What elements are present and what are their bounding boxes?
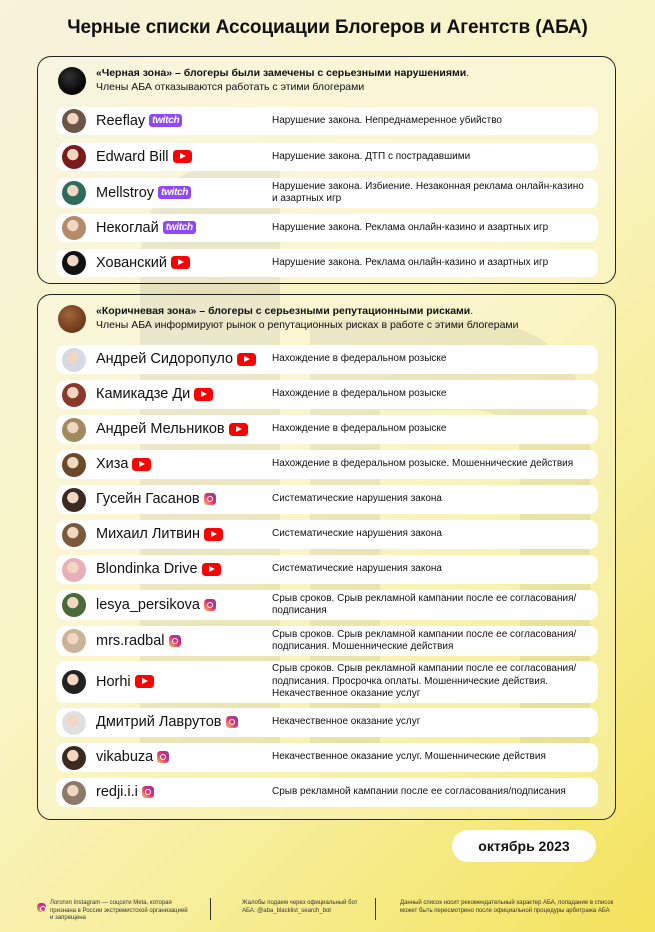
avatar — [62, 453, 86, 477]
blogger-name: redji.i.i — [96, 784, 138, 800]
instagram-icon — [169, 635, 181, 647]
page-title: Черные списки Ассоциации Блогеров и Агентств (АБА) — [67, 17, 588, 38]
footer-divider — [375, 898, 376, 920]
violation-reason: Нахождение в федеральном розыске — [272, 353, 447, 365]
avatar — [62, 109, 86, 133]
youtube-icon — [194, 388, 213, 401]
blogger-row — [56, 626, 598, 656]
violation-reason: Срыв рекламной кампании после ее согласования/подписания — [272, 786, 566, 798]
blogger-row — [56, 661, 598, 703]
blogger-name: Михаил Литвин — [96, 526, 200, 542]
black-zone-heading: «Черная зона» – блогеры были замечены с серьезными нарушениями — [96, 67, 467, 79]
twitch-icon: twitch — [149, 114, 182, 127]
blogger-row — [56, 485, 598, 514]
twitch-icon: twitch — [158, 186, 191, 199]
violation-reason: Нарушение закона. Избиение. Незаконная реклама онлайн-казино и азартных игр — [272, 180, 584, 204]
footer-divider — [210, 898, 211, 920]
blogger-row — [56, 249, 598, 277]
violation-reason: Систематические нарушения закона — [272, 493, 442, 505]
avatar — [62, 781, 86, 805]
youtube-icon — [173, 150, 192, 163]
avatar — [62, 383, 86, 407]
footer-disclaimer: Данный список носит рекомендательный характер АБА, попадание в список может быть пересмотрено после официальной процедуры арбитража АБА — [400, 900, 614, 914]
brown-zone-heading: «Коричневая зона» – блогеры с серьезными репутационными рисками — [96, 305, 471, 317]
avatar — [62, 418, 86, 442]
brown-zone-header: «Коричневая зона» – блогеры с серьезными репутационными рисками. Члены АБА информируют рынок о репутационных рисках в работе с этими блогерами — [38, 295, 615, 345]
blogger-name: Mellstroy — [96, 184, 155, 201]
blogger-row — [56, 778, 598, 807]
black-zone-subheading: Члены АБА отказываются работать с этими блогерами — [96, 81, 365, 93]
violation-reason: Срыв сроков. Срыв рекламной кампании после ее согласования/подписания. Мошеннические действия — [272, 628, 577, 652]
black-zone — [37, 56, 616, 284]
instagram-icon — [226, 716, 238, 728]
blogger-name: Horhi — [96, 673, 131, 690]
avatar — [62, 181, 86, 205]
avatar — [62, 558, 86, 582]
instagram-icon — [204, 599, 216, 611]
blogger-row — [56, 743, 598, 772]
youtube-icon — [202, 563, 221, 576]
instagram-icon — [204, 493, 216, 505]
avatar — [62, 216, 86, 240]
avatar — [62, 711, 86, 735]
footer-instagram-note: Логотип Instagram — соцсети Meta, которая признана в России экстремистской организацией и запрещена — [50, 900, 188, 921]
footer-complaints-note: Жалобы подаем через официальный бот АБА: @aba_blacklist_search_bot — [242, 900, 358, 914]
blogger-row — [56, 214, 598, 242]
brown-zone — [37, 294, 616, 820]
avatar — [62, 251, 86, 275]
avatar — [62, 593, 86, 617]
blogger-row — [56, 590, 598, 620]
youtube-icon — [204, 528, 223, 541]
instagram-icon — [157, 751, 169, 763]
blogger-name: Хованский — [96, 254, 167, 271]
blogger-name: lesya_persikova — [96, 596, 200, 613]
blogger-name: Некоглай — [96, 219, 159, 236]
violation-reason: Нарушение закона. Непреднамеренное убийство — [272, 114, 502, 126]
youtube-icon — [171, 256, 190, 269]
blogger-row — [56, 450, 598, 479]
youtube-icon — [135, 675, 154, 688]
blogger-row — [56, 555, 598, 584]
avatar — [62, 145, 86, 169]
blogger-name: Гусейн Гасанов — [96, 491, 200, 507]
blogger-name: Андрей Мельников — [96, 421, 225, 437]
brown-zone-dot — [58, 305, 86, 333]
blogger-name: Edward Bill — [96, 148, 169, 165]
violation-reason: Нахождение в федеральном розыске — [272, 388, 447, 400]
blogger-name: mrs.radbal — [96, 632, 165, 649]
blogger-name: Андрей Сидоропуло — [96, 351, 234, 367]
avatar — [62, 348, 86, 372]
avatar — [62, 746, 86, 770]
brown-zone-subheading: Члены АБА информируют рынок о репутационных рисках в работе с этими блогерами — [96, 319, 519, 331]
date-badge: октябрь 2023 — [452, 830, 596, 862]
violation-reason: Нарушение закона. ДТП с пострадавшими — [272, 150, 471, 162]
blogger-name: vikabuza — [96, 749, 154, 765]
violation-reason: Срыв сроков. Срыв рекламной кампании после ее согласования/подписания — [272, 592, 577, 616]
blogger-name: Дмитрий Лаврутов — [96, 714, 222, 730]
blogger-row — [56, 708, 598, 737]
instagram-icon — [37, 903, 46, 912]
violation-reason: Нахождение в федеральном розыске. Мошеннические действия — [272, 458, 574, 470]
blogger-row — [56, 520, 598, 549]
youtube-icon — [237, 353, 256, 366]
violation-reason: Систематические нарушения закона — [272, 528, 442, 540]
violation-reason: Нахождение в федеральном розыске — [272, 423, 447, 435]
instagram-icon — [142, 786, 154, 798]
blogger-row — [56, 415, 598, 444]
violation-reason: Некачественное оказание услуг. Мошеннические действия — [272, 751, 546, 763]
youtube-icon — [229, 423, 248, 436]
blogger-row — [56, 345, 598, 374]
avatar — [62, 488, 86, 512]
youtube-icon — [132, 458, 151, 471]
avatar — [62, 523, 86, 547]
blogger-row — [56, 380, 598, 409]
black-zone-dot — [58, 67, 86, 95]
blogger-row — [56, 143, 598, 171]
black-zone-header: «Черная зона» – блогеры были замечены с серьезными нарушениями. Члены АБА отказываются работать с этими блогерами — [38, 57, 615, 107]
violation-reason: Нарушение закона. Реклама онлайн-казино и азартных игр — [272, 256, 549, 268]
violation-reason: Срыв сроков. Срыв рекламной кампании после ее согласования/подписания. Просрочка оплаты. Мошеннические действия. Некачественное оказание услуг — [272, 663, 577, 700]
violation-reason: Систематические нарушения закона — [272, 563, 442, 575]
blogger-name: Хиза — [96, 456, 129, 472]
avatar — [62, 670, 86, 694]
blogger-name: Камикадзе Ди — [96, 386, 191, 402]
avatar — [62, 629, 86, 653]
violation-reason: Некачественное оказание услуг — [272, 716, 421, 728]
blogger-name: Reeflay — [96, 112, 146, 129]
violation-reason: Нарушение закона. Реклама онлайн-казино и азартных игр — [272, 221, 549, 233]
blogger-name: Blondinka Drive — [96, 561, 198, 577]
twitch-icon: twitch — [163, 221, 196, 234]
blogger-row — [56, 178, 598, 208]
blogger-row — [56, 107, 598, 135]
